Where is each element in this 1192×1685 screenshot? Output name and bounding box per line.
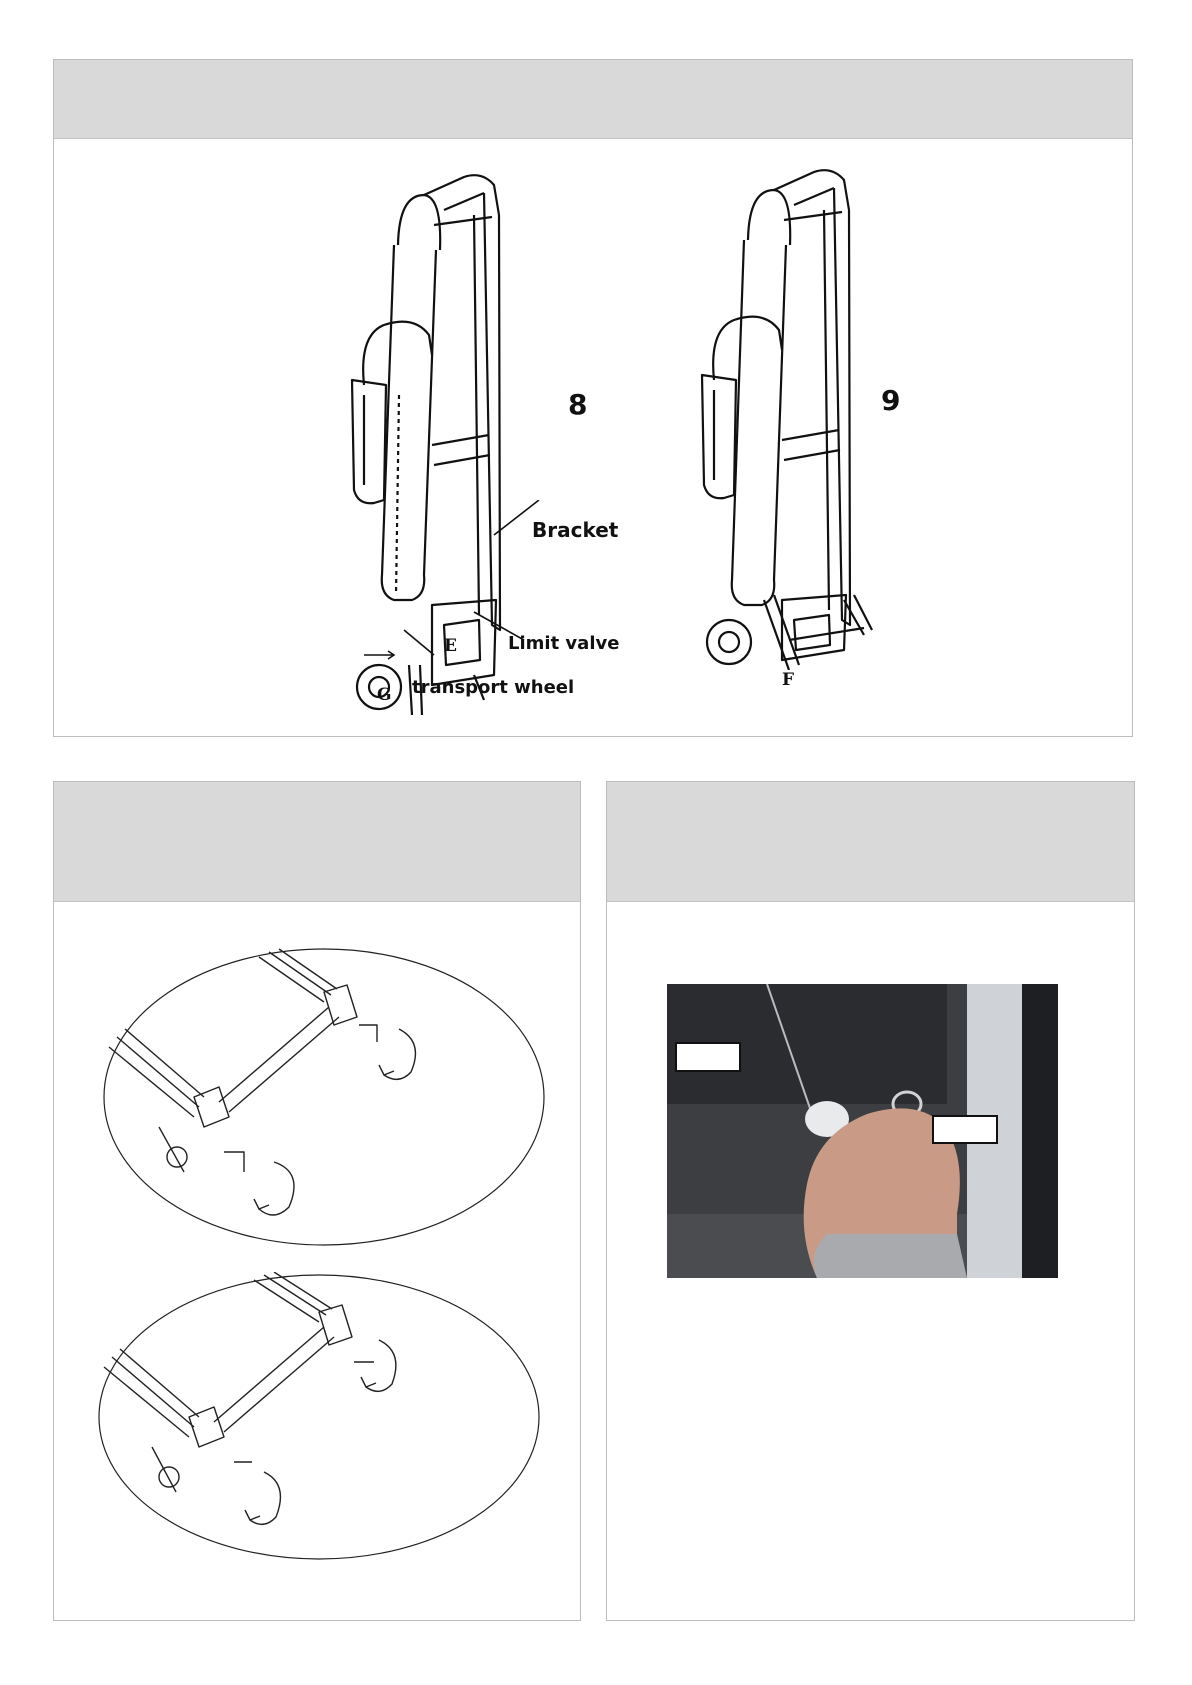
belt-adjustment-illustration-bottom <box>94 1272 544 1562</box>
top-panel-header <box>54 60 1132 139</box>
letter-e: E <box>444 636 457 656</box>
bottom-left-panel-header <box>54 782 580 902</box>
step-number-9: 9 <box>881 384 901 417</box>
transport-wheel-label: transport wheel <box>412 677 575 698</box>
photo-label-box-right <box>932 1115 998 1144</box>
photo-label-box-left <box>675 1042 741 1072</box>
top-panel <box>53 59 1133 737</box>
photo-hand-pulling-cord <box>667 984 1058 1278</box>
bottom-right-panel-header <box>607 782 1134 902</box>
bottom-right-panel <box>606 781 1135 1621</box>
belt-adjustment-illustration-top <box>99 947 549 1247</box>
limit-valve-label: Limit valve <box>508 633 620 654</box>
letter-g: G <box>377 685 392 705</box>
photo-scene <box>667 984 1058 1278</box>
bracket-label: Bracket <box>532 518 619 542</box>
bottom-left-panel <box>53 781 581 1621</box>
letter-f: F <box>782 670 795 690</box>
step-number-8: 8 <box>568 388 588 421</box>
